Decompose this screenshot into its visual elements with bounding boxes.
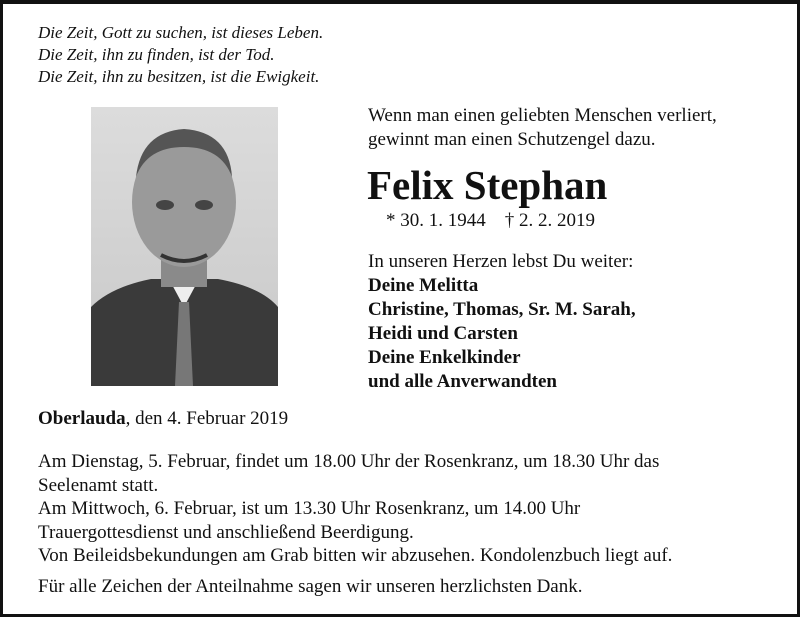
body-line: Am Mittwoch, 6. Februar, ist um 13.30 Uhr Rosenkranz, um 14.00 Uhr xyxy=(38,498,581,519)
place: Oberlauda xyxy=(38,408,126,429)
body-line: Trauergottesdienst und anschließend Beerdigung. xyxy=(38,521,414,543)
saying-line: Wenn man einen geliebten Menschen verliert, xyxy=(368,105,717,126)
saying xyxy=(368,104,717,152)
quote-line: Die Zeit, Gott zu suchen, ist dieses Leben. xyxy=(38,23,324,42)
mourners-intro: In unseren Herzen lebst Du weiter: xyxy=(368,251,634,272)
mourner-line: Heidi und Carsten xyxy=(368,323,518,344)
mourner-line: Deine Melitta xyxy=(368,275,479,296)
service-details xyxy=(38,450,672,568)
saying-line: gewinnt man einen Schutzengel dazu. xyxy=(368,129,656,150)
body-line: Am Dienstag, 5. Februar, findet um 18.00 Uhr der Rosenkranz, um 18.30 Uhr das xyxy=(38,451,660,472)
quote-line: Die Zeit, ihn zu finden, ist der Tod. xyxy=(38,45,275,64)
body-line: Seelenamt statt. xyxy=(38,474,159,496)
body-line: Von Beileidsbekundungen am Grab bitten wir abzusehen. Kondolenzbuch liegt auf. xyxy=(38,545,673,566)
quote-line: Die Zeit, ihn zu besitzen, ist die Ewigkeit. xyxy=(38,67,320,86)
mourner-line: Deine Enkelkinder xyxy=(368,347,521,368)
thanks: Für alle Zeichen der Anteilnahme sagen wir unseren herzlichsten Dank. xyxy=(38,576,583,597)
place-date xyxy=(38,407,288,431)
death-date: † 2. 2. 2019 xyxy=(504,210,595,231)
portrait-photo xyxy=(91,107,278,386)
date: , den 4. Februar 2019 xyxy=(125,408,289,429)
life-dates xyxy=(386,209,595,233)
mourner-line: Christine, Thomas, Sr. M. Sarah, xyxy=(368,299,636,320)
mourner-line: und alle Anverwandten xyxy=(368,371,557,392)
quote xyxy=(38,22,323,88)
birth-date: * 30. 1. 1944 xyxy=(386,210,486,231)
mourners xyxy=(368,250,636,394)
deceased-name: Felix Stephan xyxy=(367,162,608,208)
